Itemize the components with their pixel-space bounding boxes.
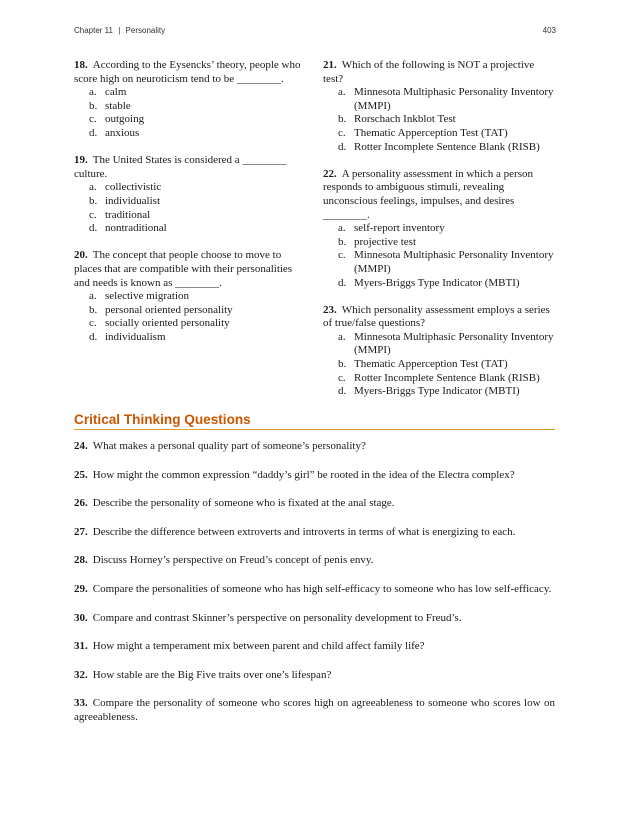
question-text: The concept that people choose to move to places that are compatible with their personalities and needs is known as ________. [74,249,293,289]
option-b: b. stable [89,99,131,112]
option-c: c. Rotter Incomplete Sentence Blank (RISB) [338,371,540,384]
option-a: a. Minnesota Multiphasic Personality Inventory (MMPI) [338,330,554,357]
ct-question-32: 32. How stable are the Big Five traits over one’s lifespan? [74,668,332,681]
chapter-label: Chapter 11 [74,26,113,35]
header-separator: | [118,26,121,35]
ct-question-29: 29. Compare the personalities of someone who has high self-efficacy to someone who has low self-efficacy. [74,582,552,595]
right-column [323,59,555,412]
ct-question-30: 30. Compare and contrast Skinner’s perspective on personality development to Freud’s. [74,611,462,624]
option-a: a. Minnesota Multiphasic Personality Inventory (MMPI) [338,86,554,112]
question-text: Which of the following is NOT a projective test? [323,59,535,85]
option-b: b. Rorschach Inkblot Test [338,113,456,126]
option-c: c. outgoing [89,113,145,126]
option-a: a. collectivistic [89,181,162,194]
ct-question-24: 24. What makes a personal quality part of someone’s personality? [74,440,366,452]
option-b: b. Thematic Apperception Test (TAT) [338,358,508,371]
question-number: 23. [323,303,337,316]
ct-question-28: 28. Discuss Horney’s perspective on Freud’s concept of penis envy. [74,554,374,567]
ct-question-26: 26. Describe the personality of someone who is fixated at the anal stage. [74,497,395,510]
option-c: c. traditional [89,208,151,221]
option-a: a. self-report inventory [338,222,445,235]
ct-question-27: 27. Describe the difference between extroverts and introverts in terms of what is energizing to each. [74,525,516,538]
question-number: 21. [323,59,337,71]
question-text: A personality assessment in which a person responds to ambiguous stimuli, revealing unconscious feelings, impulses, and desires ________. [323,167,533,221]
question-18 [74,59,308,141]
question-number: 19. [74,154,88,167]
question-number: 18. [74,59,88,71]
option-d: d. Rotter Incomplete Sentence Blank (RISB) [338,140,540,153]
option-b: b. individualist [89,194,160,207]
ct-question-33: 33. Compare the personality of someone who scores high on agreeableness to someone who scores low on agreeableness. [74,697,555,724]
ct-question-25: 25. How might the common expression “daddy’s girl” be rooted in the idea of the Electra complex? [74,468,515,481]
page-number: 403 [542,26,556,35]
option-d: d. Myers-Briggs Type Indicator (MBTI) [338,276,520,289]
critical-thinking-questions [74,439,555,739]
option-b: b. personal oriented personality [89,303,233,316]
option-a: a. selective migration [89,290,189,303]
option-c: c. socially oriented personality [89,317,230,330]
option-b: b. projective test [338,235,417,248]
option-d: d. individualism [89,330,166,343]
left-column [74,59,308,358]
question-number: 22. [323,167,337,180]
option-c: c. Thematic Apperception Test (TAT) [338,126,508,139]
page-header [74,26,556,35]
question-22 [323,168,555,290]
question-text: Which personality assessment employs a series of true/false questions? [323,303,550,330]
chapter-title: Personality [125,26,166,35]
option-d: d. anxious [89,126,140,139]
ct-question-31: 31. How might a temperament mix between parent and child affect family life? [74,640,425,653]
question-21 [323,59,555,154]
question-20 [74,249,308,344]
question-text: The United States is considered a ________ culture. [74,154,287,180]
question-23 [323,304,555,399]
option-d: d. nontraditional [89,222,167,235]
option-c: c. Minnesota Multiphasic Personality Inventory (MMPI) [338,249,554,275]
option-d: d. Myers-Briggs Type Indicator (MBTI) [338,385,520,398]
question-number: 20. [74,249,88,262]
critical-thinking-heading: Critical Thinking Questions [74,412,555,430]
question-text: According to the Eysencks’ theory, people who score high on neuroticism tend to be ________. [74,59,301,85]
question-19 [74,154,308,236]
option-a: a. calm [89,86,127,99]
